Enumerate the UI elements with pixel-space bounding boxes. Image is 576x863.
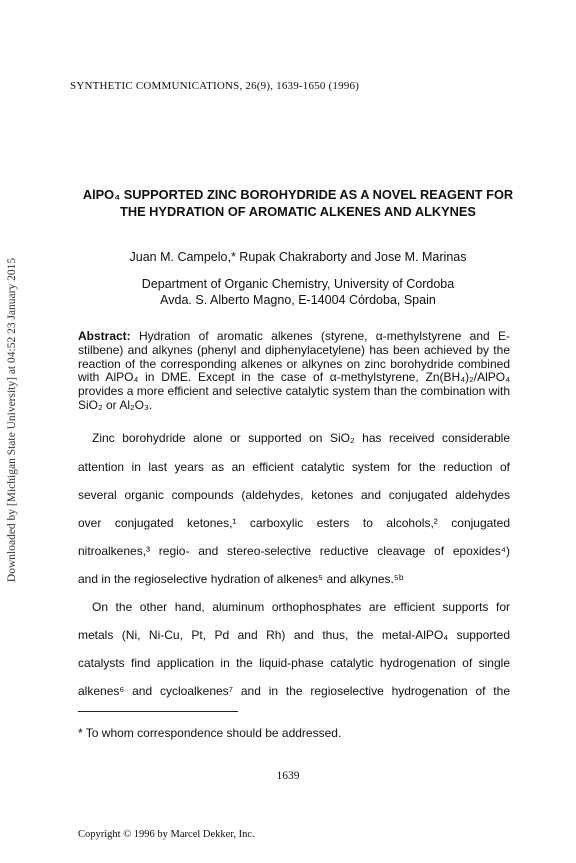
article-title [60,186,536,220]
copyright: Copyright © 1996 by Marcel Dekker, Inc. [78,829,255,840]
affiliation-line-2: Avda. S. Alberto Magno, E-14004 Córdoba, Spain [160,293,436,307]
body-line: attention in last years as an efficient catalytic system for the reduction of [78,460,510,474]
title-line-1: AlPO₄ SUPPORTED ZINC BOROHYDRIDE AS A NOVEL REAGENT FOR [82,187,514,202]
affiliation-line-1: Department of Organic Chemistry, University of Cordoba [141,277,455,291]
body-line: On the other hand, aluminum orthophosphates are efficient supports for [92,600,510,614]
body-line: over conjugated ketones,¹ carboxylic esters to alcohols,² conjugated [78,516,510,530]
abstract [78,330,510,413]
title-line-2: THE HYDRATION OF AROMATIC ALKENES AND ALKYNES [120,204,476,219]
page-number: 1639 [276,770,300,782]
body-line: alkenes⁶ and cycloalkenes⁷ and in the regioselective hydrogenation of the [78,684,510,698]
body-line: nitroalkenes,³ regio- and stereo-selective reductive cleavage of epoxides⁴) [78,544,510,558]
abstract-label: Abstract: [78,329,131,343]
abstract-text: Hydration of aromatic alkenes (styrene, α-methylstyrene and E-stilbene) and alkynes (phenyl and diphenylacetylene) has been achieved by the reaction of the corresponding alkenes or alkynes on zinc borohydride combined with AlPO₄ in DME. Except in the case of α-methylstyrene, Zn(BH₄)₂/AlPO₄ provides a more efficient and selective catalytic system than the combination with SiO₂ or Al₂O₃. [78,329,510,412]
body-line: several organic compounds (aldehydes, ketones and conjugated aldehydes [78,488,510,502]
affiliation [60,276,536,308]
download-watermark-text: Downloaded by [Michigan State University] at 04:52 23 January 2015 [6,257,18,583]
body-line: metals (Ni, Ni-Cu, Pt, Pd and Rh) and thus, the metal-AlPO₄ supported [78,628,510,642]
footnote-rule [78,711,238,712]
footnote: * To whom correspondence should be addressed. [78,726,342,740]
body-line: catalysts find application in the liquid-phase catalytic hydrogenation of single [78,656,510,670]
journal-header: SYNTHETIC COMMUNICATIONS, 26(9), 1639-1650 (1996) [70,80,360,92]
authors: Juan M. Campelo,* Rupak Chakraborty and Jose M. Marinas [129,250,467,264]
body-line: Zinc borohydride alone or supported on SiO₂ has received considerable [92,431,510,445]
body-line: and in the regioselective hydration of alkenes⁵ and alkynes.⁵ᵇ [78,572,404,586]
